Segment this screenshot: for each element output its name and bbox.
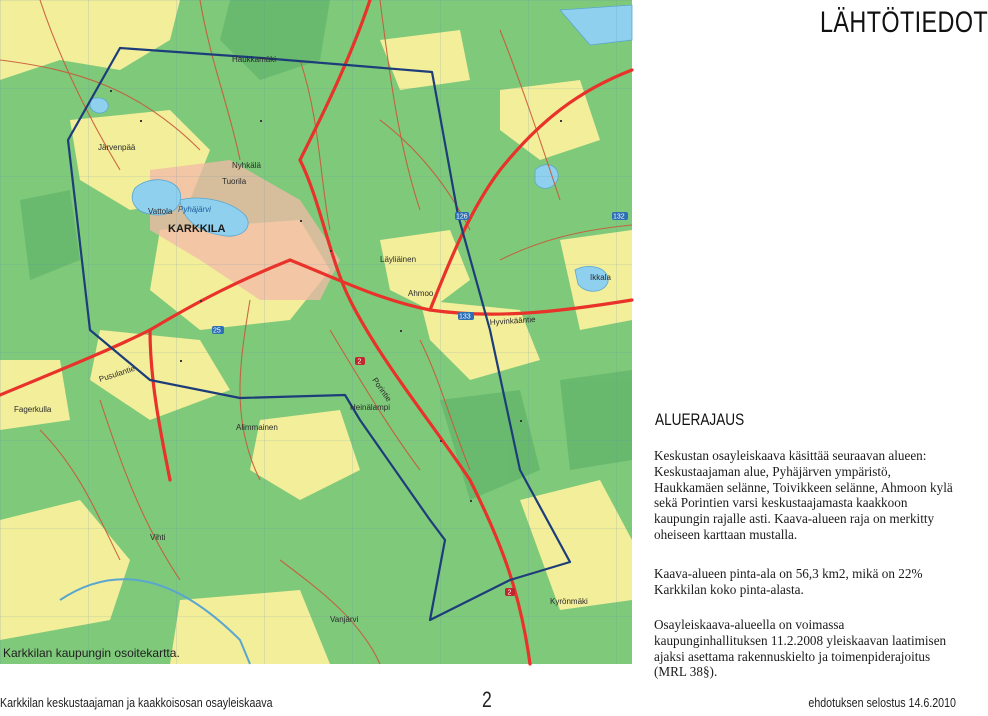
place-label-vattola: Vattola [148,207,173,216]
place-label-alimmainen: Alimmainen [236,423,278,432]
road-marker-label: 2 [507,589,512,597]
section-title: LÄHTÖTIEDOT [820,6,988,39]
place-label-jarvenpaa: Järvenpää [98,143,136,152]
road-marker-label: 2 [357,358,362,366]
aluerajaus-paragraph-3: Osayleiskaava-alueella on voimassa kaupunginhallituksen 11.2.2008 yleiskaavan laatimisen ajaksi asettama rakennuskielto ja toimenpiderajoitus (MRL 38§). [654,617,947,680]
footer-page-number: 2 [482,687,492,712]
place-label-laylaa: Läyliäinen [380,255,417,264]
aluerajaus-title: ALUERAJAUS [655,410,745,429]
footer-document-title: Karkkilan keskustaajaman ja kaakkoisosan osayleiskaava [0,695,273,710]
place-label-nyhkala: Nyhkälä [232,161,261,170]
place-label-fagerkulla: Fagerkulla [14,405,52,414]
place-label-pusulantie: Pusulantie [97,363,137,384]
place-label-vihti: Vihti [150,533,166,542]
road-marker-label: 133 [459,313,471,321]
place-label-heinalampi: Heinälampi [350,403,391,412]
aluerajaus-paragraph-2: Kaava-alueen pinta-ala on 56,3 km2, mikä on 22% Karkkilan koko pinta-alasta. [654,566,923,597]
place-label-hyvinkaantie: Hyvinkääntie [489,314,536,327]
place-label-pyhajarvi: Pyhäjärvi [178,205,211,214]
place-label-ahmoo: Ahmoo [408,289,434,298]
road-marker-label: 25 [213,327,221,335]
place-label-porintie: Porintie [370,375,394,404]
footer-report-label: ehdotuksen selostus 14.6.2010 [808,695,956,710]
place-label-haukkamaki: Haukkamäki [232,55,277,64]
aluerajaus-paragraph-1: Keskustan osayleiskaava käsittää seuraavan alueen: Keskustaajaman alue, Pyhäjärven ympäristö, Haukkamäen selänne, Toivikkeen selänne, Ahmoon kylä sekä Porintien varsi keskustaajamasta kaakkoon kaupungin rajalle asti. Kaava-alueen raja on merkitty oheiseen karttaan mustalla. [654,448,953,542]
road-marker-label: 126 [456,213,468,221]
place-label-ikkala: Ikkala [590,273,611,282]
place-label-tuorila: Tuorila [222,177,247,186]
place-label-vanjarvi: Vanjärvi [330,615,359,624]
place-label-kyronmaki: Kyrönmäki [550,597,588,606]
road-marker-label: 132 [613,213,625,221]
map-caption: Karkkilan kaupungin osoitekartta. [3,646,180,660]
place-label-karkkila: KARKKILA [168,223,226,235]
